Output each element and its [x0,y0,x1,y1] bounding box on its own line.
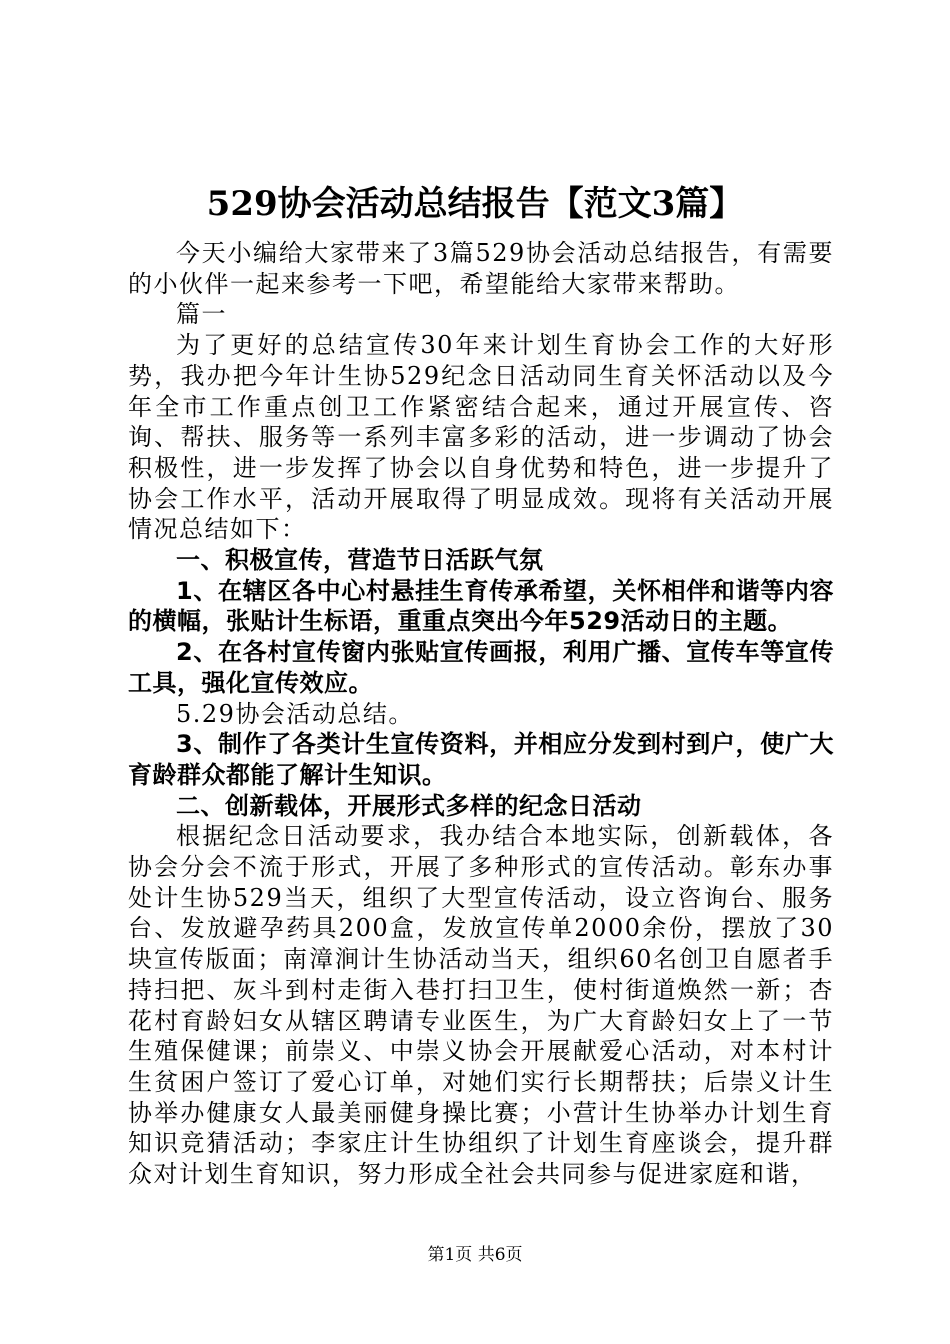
bold-paragraph: 二、创新载体，开展形式多样的纪念日活动 [176,791,642,820]
bold-paragraph: 一、积极宣传，营造节日活跃气氛 [176,546,544,575]
document-title: 529协会活动总结报告【范文3篇】 [206,184,744,224]
paragraph: 今天小编给大家带来了3篇529协会活动总结报告，有需要的小伙伴一起来参考一下吧，希望能给大家带来帮助。 [128,239,834,298]
bold-paragraph: 2、在各村宣传窗内张贴宣传画报，利用广播、宣传车等宣传工具，强化宣传效应。 [128,638,834,697]
bold-paragraph: 1、在辖区各中心村悬挂生育传承希望，关怀相伴和谐等内容的横幅，张贴计生标语，重重点突出今年529活动日的主题。 [128,576,834,636]
paragraph: 根据纪念日活动要求，我办结合本地实际，创新载体，各协会分会不流于形式，开展了多种形式的宣传活动。彰东办事处计生协529当天，组织了大型宣传活动，设立咨询台、服务台、发放避孕药具200盒，发放宣传单2000余份，摆放了30块宣传版面；南漳涧计生协活动当天，组织60名创卫自愿者手持扫把、灰斗到村走街入巷打扫卫生，使村街道焕然一新；杏花村育龄妇女从辖区聘请专业医生，为广大育龄妇女上了一节生殖保健课；前崇义、中崇义协会开展献爱心活动，对本村计生贫困户签订了爱心订单，对她们实行长期帮扶；后崇义计生协举办健康女人最美丽健身操比赛；小营计生协举办计划生育知识竞猜活动；李家庄计生协组织了计划生育座谈会，提升群众对计划生育知识，努力形成全社会共同参与促进家庭和谐， [128,822,834,1189]
paragraph: 篇一 [176,300,227,329]
bold-paragraph: 3、制作了各类计生宣传资料，并相应分发到村到户，使广大育龄群众都能了解计生知识。 [128,730,834,789]
paragraph: 为了更好的总结宣传30年来计划生育协会工作的大好形势，我办把今年计生协529纪念日活动同生育关怀活动以及今年全市工作重点创卫工作紧密结合起来，通过开展宣传、咨询、帮扶、服务等一系列丰富多彩的活动，进一步调动了协会积极性，进一步发挥了协会以自身优势和特色，进一步提升了协会工作水平，活动开展取得了明显成效。现将有关活动开展情况总结如下： [128,331,834,544]
document-body [128,238,834,1190]
paragraph: 5.29协会活动总结。 [176,699,414,728]
page-footer: 第1页 共6页 [427,1245,523,1265]
